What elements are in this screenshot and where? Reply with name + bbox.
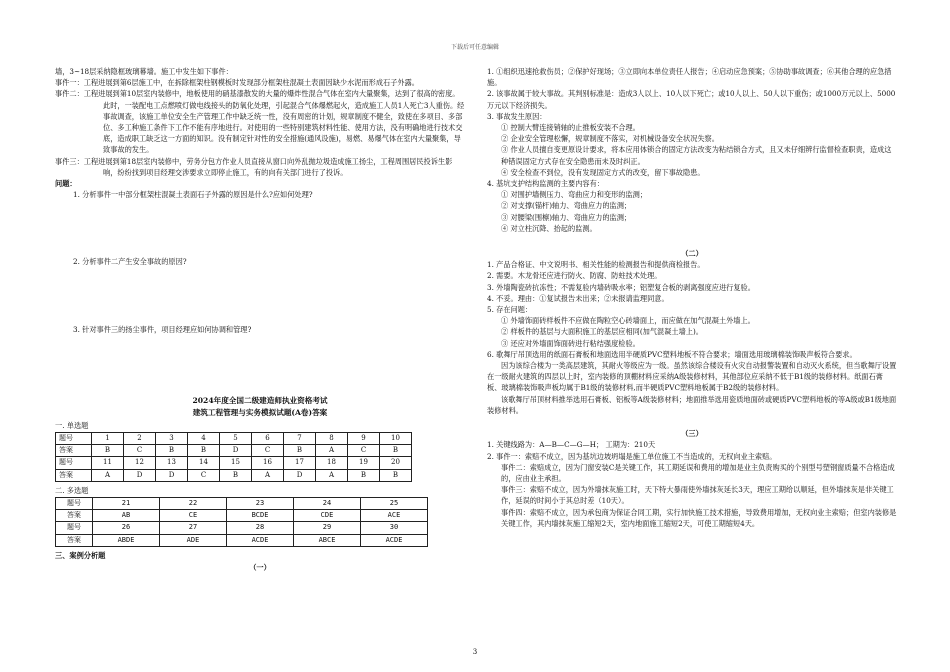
table-cell: 答案 xyxy=(56,534,93,546)
table-cell: 12 xyxy=(124,457,156,469)
table-cell: 3 xyxy=(156,433,188,445)
answer-2-2: 2. 需要。木龙骨还应进行防火、防腐、防蛀技术处理。 xyxy=(487,271,662,281)
table-cell: 17 xyxy=(284,457,316,469)
monitor-item: ④ 对立柱沉降、抬起的监测。 xyxy=(501,223,597,233)
table-cell: AB xyxy=(93,510,160,522)
table-cell: C xyxy=(124,445,156,457)
table-cell: 29 xyxy=(294,522,361,534)
table-cell: 6 xyxy=(252,433,284,445)
table-row xyxy=(56,469,412,481)
table-cell: 答案 xyxy=(56,445,92,457)
question-2: 2. 分析事件二产生安全事故的原因? xyxy=(73,257,187,267)
table-cell: 5 xyxy=(220,433,252,445)
table-cell: B xyxy=(220,469,252,481)
table-cell: A xyxy=(316,469,348,481)
table-cell: ACE xyxy=(361,510,428,522)
table-cell: A xyxy=(316,445,348,457)
answer-2-6: 6. 歌舞厅吊顶选用的纸面石膏板和地面选用半硬质PVC塑料地板不符合要求；墙面选用玻璃棉装饰吸声板符合要求。 xyxy=(487,349,857,359)
table-cell: 题号 xyxy=(56,498,93,510)
single-choice-heading: 一. 单选题 xyxy=(55,420,89,430)
table-cell: ABDE xyxy=(93,534,160,546)
reason-item: ③ 作业人员擅自变更原设计要求，将本应用体锁合的固定方法改变为粘结锁合方式，且又未仔细辨行监督检查职责，造成这种错误固定方式存在安全隐患而未及时纠正。 xyxy=(501,145,892,166)
table-row xyxy=(56,457,412,469)
event-answer: 事件三：索赔不成立，因为外墙抹灰施工时，天下特大暴雨使外墙抹灰延长3天，理应工期给以顺延，但外墙抹灰是非关键工作，延误的时间小于其总时差（10天）。 xyxy=(501,485,894,506)
table-cell: B xyxy=(380,469,412,481)
table-cell: 20 xyxy=(380,457,412,469)
monitor-item: ③ 对腰梁(围檩)轴力、弯曲应力的监测； xyxy=(501,212,632,222)
table-cell: 13 xyxy=(156,457,188,469)
table-row xyxy=(56,445,412,457)
event-one: 事件一：工程进展到第6层施工中，在拆除框架柱钢模板时发现部分框架柱混凝土表面因缺少水泥而形成石子外露。 xyxy=(55,78,419,88)
table-cell: 19 xyxy=(348,457,380,469)
table-cell: 9 xyxy=(348,433,380,445)
questions-title: 问题： xyxy=(55,179,77,189)
table-cell: D xyxy=(220,445,252,457)
table-cell: A xyxy=(252,469,284,481)
table-cell: 27 xyxy=(160,522,227,534)
table-cell: C xyxy=(252,445,284,457)
intro-line-1: 墙，3~18层采纳隐框玻璃幕墙。施工中发生如下事件： xyxy=(55,67,233,76)
issue-item: ② 样板件的基层与大面积施工的基层应相同(加气混凝土墙上)。 xyxy=(501,327,703,337)
table-cell: BCDE xyxy=(227,510,294,522)
table-cell: ACDE xyxy=(227,534,294,546)
case-sub-heading: （一） xyxy=(249,563,271,573)
issue-item: ① 外墙饰面砖样板件不应做在陶粒空心砖墙面上，而应做在加气混凝土外墙上。 xyxy=(501,316,755,326)
table-cell: ADE xyxy=(160,534,227,546)
case-heading: 三、案例分析题 xyxy=(55,550,106,560)
table-cell: B xyxy=(188,445,220,457)
question-3: 3. 针对事件三的扬尘事件，项目经理应如何协调和管理? xyxy=(73,324,252,334)
table-cell: B xyxy=(156,445,188,457)
answer-2-3: 3. 外墙陶瓷砖抗冻性；不需复验内墙砖吸水率；铝塑复合板的剥离强度应进行复验。 xyxy=(487,282,755,292)
table-cell: 答案 xyxy=(56,469,92,481)
table-row xyxy=(56,498,428,510)
answer-1-4: 4. 基坑支护结构监测的主要内容有： xyxy=(487,179,604,189)
event-answer: 事件二：索赔成立，因为门窗安装C是关键工作，其工期延误和费用的增加是业主负责购买的个别型号塑钢窗质量不合格造成的，应由业主承担。 xyxy=(501,462,895,483)
table-cell: C xyxy=(348,445,380,457)
answer-2-4: 4. 不妥。理由：①复试报告未出来；②未报请监理同意。 xyxy=(487,293,669,303)
table-cell: 题号 xyxy=(56,522,93,534)
question-1: 1. 分析事件一中部分框架柱混凝土表面石子外露的原因是什么?应如何处理? xyxy=(73,190,313,200)
multi-choice-heading: 二. 多选题 xyxy=(55,485,89,495)
table-cell: 11 xyxy=(92,457,124,469)
left-column xyxy=(55,66,465,573)
table-cell: ACDE xyxy=(361,534,428,546)
table-cell: B xyxy=(348,469,380,481)
answer-2-para-2: 该歌舞厅吊顶材料推举选用石膏板、铝板等A级装修材料；地面推举选用瓷质地面砖或硬质PVC塑料地板的等A级或B1级地面装修材料。 xyxy=(487,394,897,415)
answer-2-1: 1. 产品合格证、中文说明书、相关性能的检测报告和提供商检报告。 xyxy=(487,260,705,270)
table-cell: 4 xyxy=(188,433,220,445)
table-cell: 16 xyxy=(252,457,284,469)
monitor-item: ① 对围护墙侧压力、弯曲应力和变形的监测； xyxy=(501,190,648,200)
single-choice-table xyxy=(55,432,412,482)
answer-2-5: 5. 存在问题： xyxy=(487,305,533,315)
table-cell: 2 xyxy=(124,433,156,445)
table-cell: 题号 xyxy=(56,433,92,445)
table-cell: 7 xyxy=(284,433,316,445)
multi-choice-table xyxy=(55,497,428,547)
part-3-heading: （三） xyxy=(681,429,703,439)
table-cell: D xyxy=(156,469,188,481)
table-cell: 答案 xyxy=(56,510,93,522)
table-cell: D xyxy=(124,469,156,481)
table-cell: 30 xyxy=(361,522,428,534)
table-cell: 1 xyxy=(92,433,124,445)
answer-3-2: 2. 事件一：索赔不成立，因为基坑边坡坍塌是施工单位施工不当造成的，无权向业主索赔。 xyxy=(487,451,777,461)
table-cell: 15 xyxy=(220,457,252,469)
table-cell: CDE xyxy=(294,510,361,522)
table-cell: 24 xyxy=(294,498,361,510)
table-cell: 28 xyxy=(227,522,294,534)
exam-title-line-2: 建筑工程管理与实务模拟试题(A卷)答案 xyxy=(192,407,328,417)
page-number: 3 xyxy=(472,648,478,656)
table-cell: 22 xyxy=(160,498,227,510)
event-answer: 事件四：索赔不成立，因为承包商为保证合同工期，实行加快施工技术措施，导致费用增加，无权向业主索赔；但室内装修是关键工作，其内墙抹灰施工缩短2天，室内地面施工缩短2天，可使工期缩短4天。 xyxy=(501,507,897,528)
header-note: 下载后可任意编辑 xyxy=(450,44,499,51)
part-2-heading: （二） xyxy=(681,249,703,259)
issue-item: ③ 还应对外墙面饰面砖进行粘结强度检验。 xyxy=(501,338,640,348)
table-cell: CE xyxy=(160,510,227,522)
table-row xyxy=(56,433,412,445)
table-cell: 21 xyxy=(93,498,160,510)
event-two: 事件二：工程进展到第10层室内装修中，地板使用的硝基漆散发的大量的爆炸性混合气体在室内大量聚集，达到了很高的密度。此时，一装配电工点燃喷灯做电线接头的防氧化处理，引起混合气体爆燃起火，造成施工人员1人死亡3人重伤。经事故调查，该施工单位安全生产管理工作中缺乏统一性，没有周密的计划，规章制度不健全，致使在多项目、多部位、多工种施工条件下工作不能有序地进行。对使用的一些特别建筑材料性能、使用方法，没有明确地进行技术交底，造成职工缺乏这一方面的知识。没有制定针对性的安全措施(通风设施)，易燃、易爆气体在室内大量聚集，导致事故的发生。 xyxy=(55,89,465,155)
table-cell: 14 xyxy=(188,457,220,469)
answer-2-para-1: 因为该综合楼为一类高层建筑，其耐火等级应为一级。虽然该综合楼设有火灾自动报警装置和自动灭火系统，但当歌舞厅设置在一级耐火建筑的四层以上时，室内装修的顶棚材料应采纳A级装修材料，其他部位应采纳不低于B1级的装修材料。纸面石膏板、玻璃棉装饰吸声板均属于B1级的装修材料,而半硬质PVC塑料地板属于B2级的装修材料。 xyxy=(487,361,897,393)
table-cell: B xyxy=(92,445,124,457)
table-cell: B xyxy=(380,445,412,457)
reason-item: ② 企业安全管理松懈，规章制度不落实，对机械设备安全状况失察。 xyxy=(501,134,719,144)
monitor-item: ② 对支撑(锚杆)轴力、弯曲应力的监测； xyxy=(501,201,632,211)
answer-1-3: 3. 事故发生原因： xyxy=(487,111,547,121)
exam-title-line-1: 2024年度全国二级建造师执业资格考试 xyxy=(192,395,328,405)
table-cell: D xyxy=(284,469,316,481)
table-cell: B xyxy=(284,445,316,457)
event-three: 事件三：工程进展到第18层室内装修中，劳务分包方作业人员直接从窗口向外乱抛垃圾造成施工扬尘，工程周围居民投诉生影响，纷纷找到项目经理交涉要求立即停止施工，有的向有关部门进行了投诉。 xyxy=(55,156,453,177)
table-row xyxy=(56,534,428,546)
table-row xyxy=(56,522,428,534)
table-cell: 26 xyxy=(93,522,160,534)
answer-3-1: 1. 关键线路为：A—B—C—G—H； 工期为：210天 xyxy=(487,440,656,450)
table-cell: 题号 xyxy=(56,457,92,469)
table-cell: 8 xyxy=(316,433,348,445)
table-row xyxy=(56,510,428,522)
reason-item: ① 控制大臂连接销轴的止推板安装不合理。 xyxy=(501,123,640,133)
table-cell: A xyxy=(92,469,124,481)
table-cell: 23 xyxy=(227,498,294,510)
answer-1-2: 2. 该事故属于较大事故。其判别标准是：造成3人以上、10人以下死亡；或10人以上、50人以下重伤；或1000万元以上、5000万元以下经济损失。 xyxy=(487,89,896,110)
table-cell: 10 xyxy=(380,433,412,445)
table-cell: 25 xyxy=(361,498,428,510)
table-cell: ABCE xyxy=(294,534,361,546)
answer-1-1: 1. ①组织迅速抢救伤员；②保护好现场；③立即向本单位责任人报告；④启动应急预案；⑤协助事故调查；⑥其他合理的应急措施。 xyxy=(487,67,892,88)
table-cell: C xyxy=(188,469,220,481)
right-column xyxy=(487,66,897,529)
table-cell: 18 xyxy=(316,457,348,469)
reason-item: ④ 安全检查不到位，没有发现固定方式的改变，留下事故隐患。 xyxy=(501,167,705,177)
